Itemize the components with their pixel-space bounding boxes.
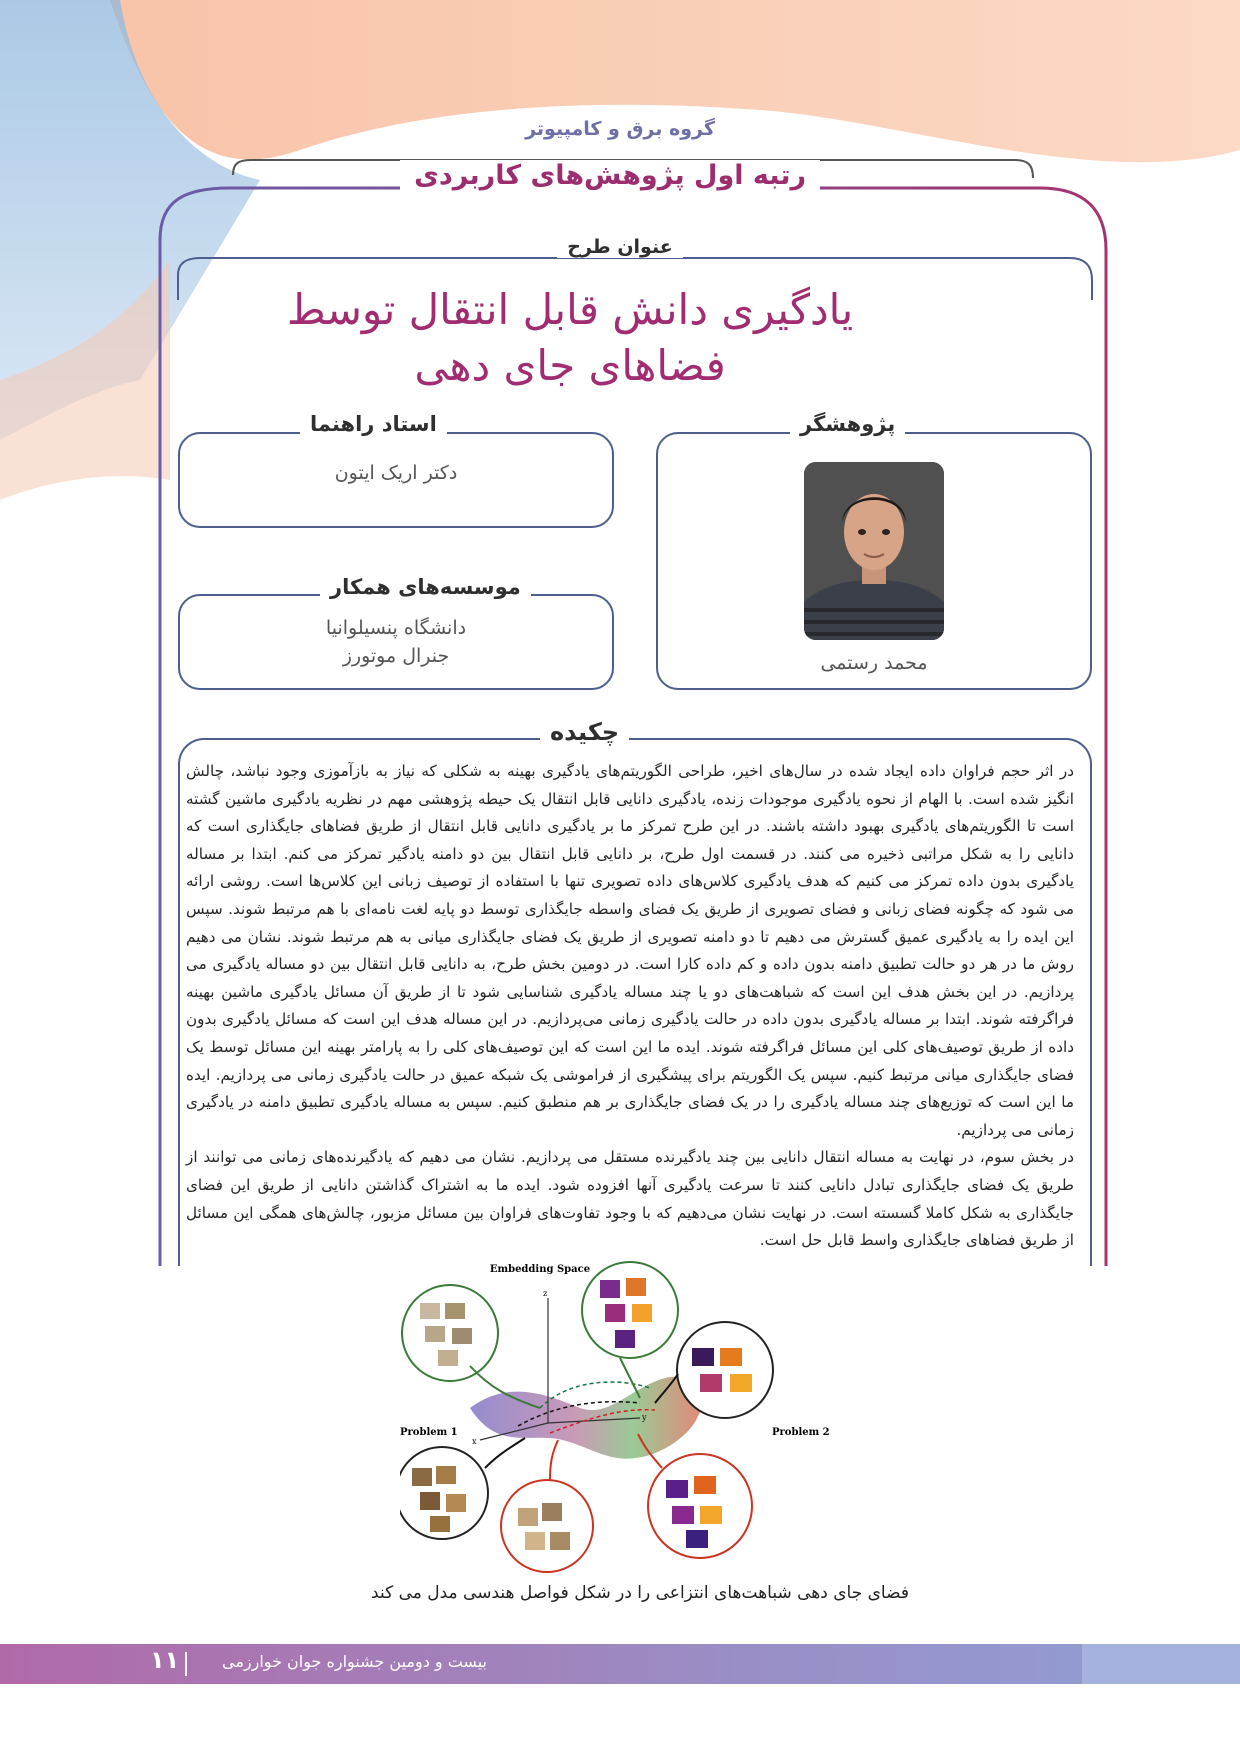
researcher-photo bbox=[804, 462, 944, 640]
axis-y-label: y bbox=[642, 1413, 647, 1422]
institution-item: جنرال موتورز bbox=[342, 645, 450, 667]
problem-2-label: Problem 2 bbox=[772, 1427, 830, 1438]
footer-text: بیست و دومین جشنواره جوان خوارزمی bbox=[222, 1652, 487, 1671]
lion-thermal-cluster bbox=[677, 1322, 773, 1418]
abstract-label: چکیده bbox=[540, 718, 629, 746]
abstract-paragraph-2: در بخش سوم، در نهایت به مساله انتقال دانایی بین چند یادگیرنده مستقل می پردازیم. نشان می دهیم که یادگیرنده‌های زمانی می توانند از طریق یک فضای جایگذاری تبادل دانایی کنند تا سرعت یادگیری آنها افزوده شود. ایده ما به اشتراک گذاشتن دانایی از طریق این فضای جایگذاری به شکل کاملا گسسته است. در نهایت نشان می‌دهیم که با وجود تفاوت‌های فراوان بین مسائل مزبور، چالش‌های همگی این مسائل از طریق فضاهای جایگذاری واسط قابل حل است. bbox=[186, 1148, 1074, 1250]
dog-photo-cluster bbox=[501, 1480, 593, 1572]
institutions-list bbox=[178, 614, 614, 670]
axis-z-label: z bbox=[543, 1289, 548, 1298]
dog-thermal-cluster bbox=[582, 1262, 678, 1358]
axis-x-label: x bbox=[472, 1437, 477, 1446]
institution-item: دانشگاه پنسیلوانیا bbox=[325, 617, 467, 639]
problem-1-label: Problem 1 bbox=[400, 1427, 458, 1438]
title-label-text: عنوان طرح bbox=[567, 236, 673, 258]
abstract-text bbox=[186, 758, 1074, 1255]
zebra-cluster bbox=[402, 1285, 498, 1381]
project-title bbox=[170, 282, 970, 394]
title-label bbox=[557, 236, 682, 258]
footer-divider bbox=[185, 1652, 187, 1676]
advisor-label: استاد راهنما bbox=[300, 412, 447, 436]
embedding-space-figure bbox=[400, 1258, 870, 1580]
department-label: گروه برق و کامپیوتر bbox=[525, 118, 715, 140]
title-label-row bbox=[0, 236, 1240, 258]
abstract-paragraph-1: در اثر حجم فراوان داده ایجاد شده در سال‌های اخیر، طراحی الگوریتم‌های یادگیری بهینه به شکلی که نیاز به بازآموزی وجود نباشد، چالش انگیز شده است. با الهام از نحوه یادگیری موجودات زنده، یادگیری دانایی قابل انتقال یک حیطه پژوهشی مهم در نظریه یادگیری ماشین گشته است تا الگوریتم‌های یادگیری بهبود داشته باشند. در این طرح تمرکز ما بر یادگیری دانایی قابل انتقال از طریق فضاهای جایگذاری است که دانایی را به شکل مراتبی ذخیره می کنند. در قسمت اول طرح، بر دانایی قابل انتقال بین دو دامنه یادگیر تمرکز می کنم. ابتدا بر مساله یادگیری بدون داده تمرکز می کنیم که هدف یادگیری کلاس‌های داده تصویری تنها با استفاده از توصیف زبانی این کلاس‌ها است. روشی ارائه می شود که چگونه فضای زبانی و فضای تصویری از طریق یک فضای واسطه جایگذاری توسط دو پایه لغت نامه‌ای با هم مرتبط شوند. سپس این ایده را به یادگیری عمیق گسترش می دهیم تا دو دامنه تصویری از طریق یک فضای جایگذاری میانی به هم مرتبط شوند. نشان می دهیم روش ما در هر دو حالت تطبیق دامنه بدون داده و کم داده کارا است. در دومین بخش طرح، به دانایی قابل انتقال بین دو مساله یادگیری می پردازیم. در این بخش هدف این است که شباهت‌های دو یا چند مساله یادگیری شناسایی شود تا از طریق آن مسائل یادگیری ماشین بهینه فراگرفته شوند. ابتدا بر مساله یادگیری بدون داده در حالت یادگیری زمانی می‌پردازیم. در این مساله هدف این است که مسائل یادگیری بدون داده از طریق توصیف‌های کلی این مسائل فراگرفته شوند. ایده ما این است که این توصیف‌های کلی را به پارامتر بهینه این مسائل توسط یک فضای جایگذاری میانی مرتبط کنیم. سپس یک الگوریتم برای پیشگیری از فراموشی یک شبکه عمیق در حالت یادگیری زمانی می پردازیم. ایده ما این است که توزیع‌های چند مساله یادگیری را در یک فضای جایگذاری بر هم منطبق کنیم. سپس به مساله یادگیری تطبیق دامنه در یادگیری زمانی می پردازیم. bbox=[186, 762, 1074, 1139]
embedding-space-label: Embedding Space bbox=[489, 1264, 591, 1275]
rank-title: رتبه اول پژوهش‌های کاربردی bbox=[400, 160, 820, 191]
institutions-label: موسسه‌های همکار bbox=[320, 575, 531, 599]
animal-thermal-cluster bbox=[648, 1454, 752, 1558]
researcher-label: پژوهشگر bbox=[790, 412, 905, 436]
lion-photo-cluster bbox=[400, 1447, 488, 1539]
page-number: ۱۱ bbox=[150, 1646, 180, 1674]
project-title-line-2: فضاهای جای دهی bbox=[414, 341, 726, 390]
figure-caption: فضای جای دهی شباهت‌های انتزاعی را در شکل فواصل هندسی مدل می کند bbox=[371, 1583, 909, 1603]
advisor-name: دکتر اریک ایتون bbox=[334, 462, 458, 484]
footer-accent bbox=[1082, 1644, 1240, 1684]
researcher-name: محمد رستمی bbox=[820, 652, 928, 674]
project-title-line-1: یادگیری دانش قابل انتقال توسط bbox=[286, 285, 854, 334]
